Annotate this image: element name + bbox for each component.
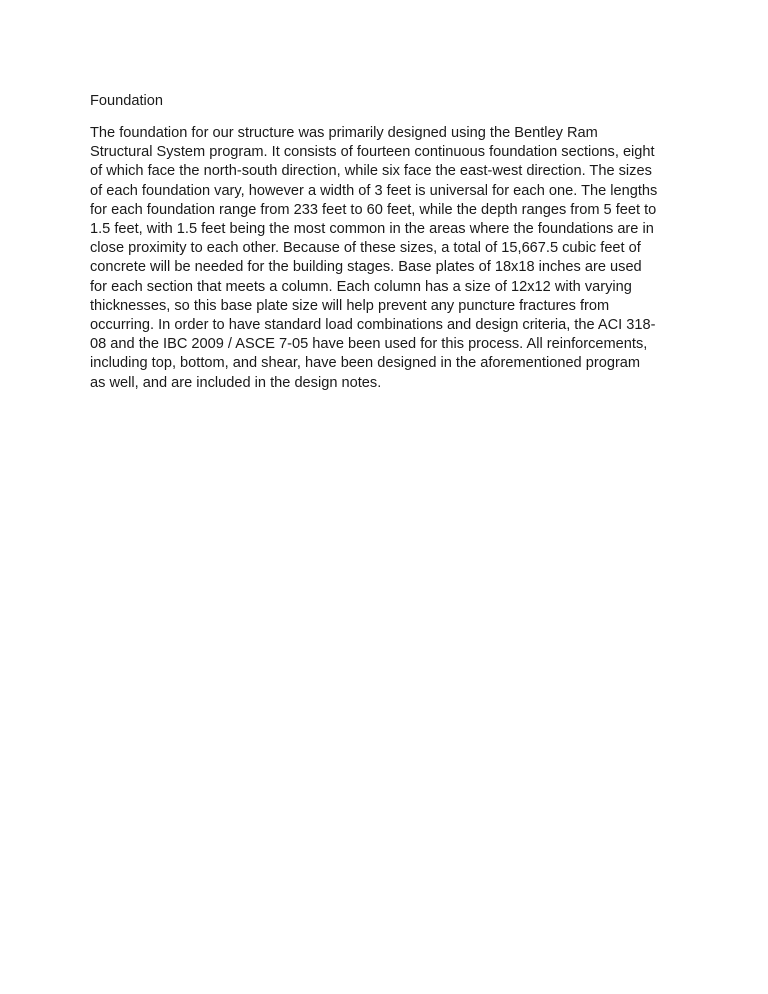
paragraph-line: Structural System program. It consists of fourteen continuous foundation sections, eight <box>90 144 655 161</box>
paragraph-line: thicknesses, so this base plate size will help prevent any puncture fractures from <box>90 297 610 314</box>
paragraph-line: for each section that meets a column. Each column has a size of 12x12 with varying <box>90 278 632 295</box>
paragraph-line: 1.5 feet, with 1.5 feet being the most common in the areas where the foundations are in <box>90 221 654 238</box>
paragraph-line: close proximity to each other. Because of these sizes, a total of 15,667.5 cubic feet of <box>90 240 641 257</box>
paragraph-line: for each foundation range from 233 feet to 60 feet, while the depth ranges from 5 feet to <box>90 201 657 218</box>
paragraph-line: occurring. In order to have standard load combinations and design criteria, the ACI 318- <box>90 317 656 334</box>
paragraph-line: 08 and the IBC 2009 / ASCE 7-05 have been used for this process. All reinforcements, <box>90 336 648 353</box>
paragraph-line: of which face the north-south direction, while six face the east-west direction. The sizes <box>90 163 652 180</box>
paragraph-line: concrete will be needed for the building stages. Base plates of 18x18 inches are used <box>90 259 642 276</box>
paragraph-line: as well, and are included in the design notes. <box>90 374 382 391</box>
section-heading: Foundation <box>90 93 164 109</box>
paragraph-line: of each foundation vary, however a width of 3 feet is universal for each one. The lengths <box>90 182 658 199</box>
paragraph-line: including top, bottom, and shear, have been designed in the aforementioned program <box>90 355 641 372</box>
body-paragraph <box>90 124 690 393</box>
paragraph-line: The foundation for our structure was primarily designed using the Bentley Ram <box>90 125 598 141</box>
